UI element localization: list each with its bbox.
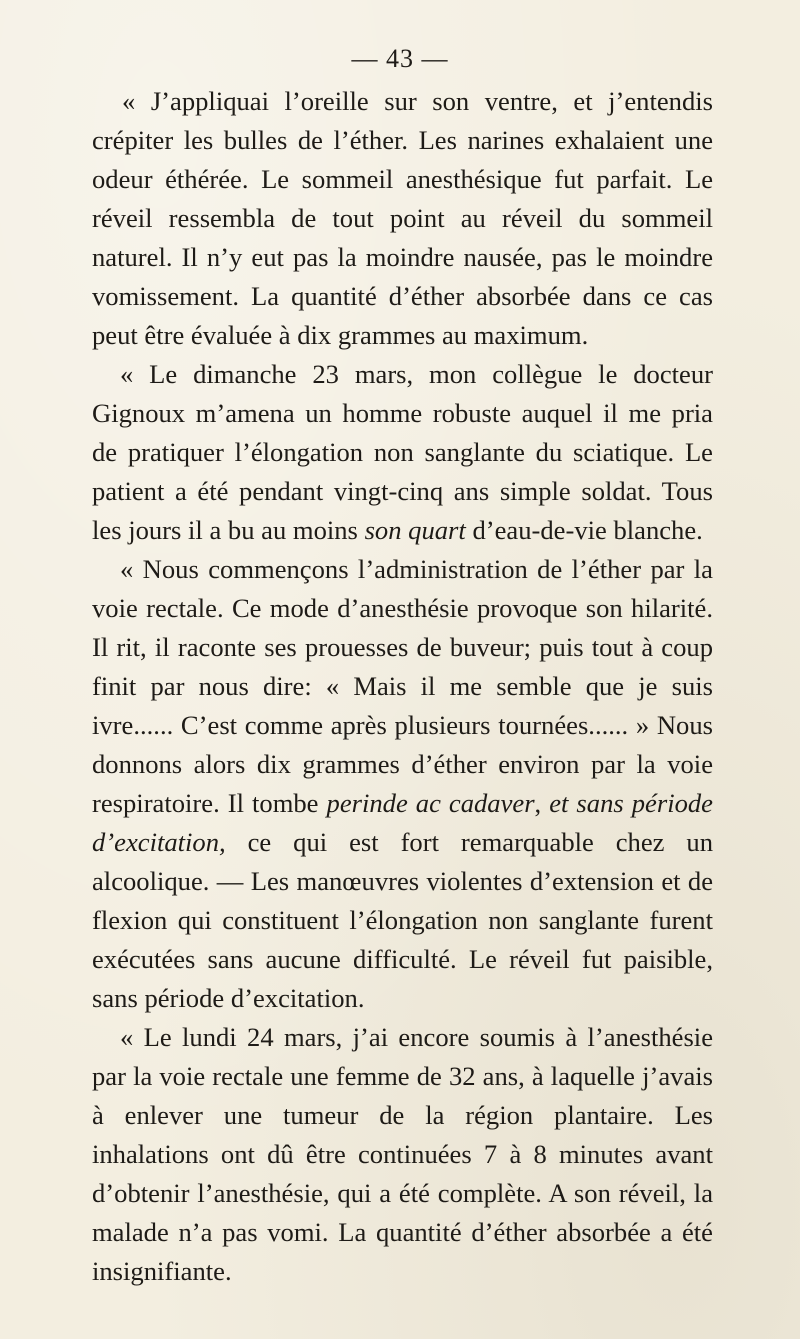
paragraph-3-text-end: ce qui est fort remarquable chez un alcoolique. — Les manœuvres violentes d’extension et de flexion qui constituent l’élongation non sanglante furent exécutées sans aucune difficulté. Le réveil fut paisible, sans période d’excitation.: [92, 827, 713, 1013]
page-number: — 43 —: [351, 44, 449, 73]
paragraph-3-italic-excitation: et sans période d’excitation,: [92, 788, 713, 857]
paragraph-2-text-end: d’eau-de-vie blanche.: [465, 515, 703, 545]
paragraph-3-italic-latin: perinde ac cadaver: [326, 788, 535, 818]
paragraph-3: [92, 550, 713, 1018]
paragraph-3-text: « Nous commençons l’administration de l’éther par la voie rectale. Ce mode d’anesthésie provoque son hilarité. Il rit, il raconte ses prouesses de buveur; puis tout à coup finit par nous dire: « Mais il me semble que je suis ivre...... C’est comme après plusieurs tournées...... » Nous donnons alors dix grammes d’éther environ par la voie respiratoire. Il tombe: [92, 554, 713, 818]
paragraph-2: [92, 355, 713, 550]
paragraph-2-text: « Le dimanche 23 mars, mon collègue le docteur Gignoux m’amena un homme robuste auquel il me pria de pratiquer l’élongation non sanglante du sciatique. Le patient a été pendant vingt-cinq ans simple soldat. Tous les jours il a bu au moins: [92, 359, 713, 545]
paragraph-4: [92, 1018, 713, 1291]
paragraph-3-comma: ,: [534, 788, 550, 818]
paragraph-1-text: « J’appliquai l’oreille sur son ventre, et j’entendis crépiter les bulles de l’éther. Les narines exhalaient une odeur éthérée. Le sommeil anesthésique fut parfait. Le réveil ressembla de tout point au réveil du sommeil naturel. Il n’y eut pas la moindre nausée, pas le moindre vomissement. La quantité d’éther absorbée dans ce cas peut être évaluée à dix grammes au maximum.: [92, 86, 713, 350]
body-text: [92, 82, 713, 1291]
paragraph-2-italic-quart: son quart: [364, 515, 466, 545]
paragraph-1: [92, 82, 713, 355]
paragraph-4-text: « Le lundi 24 mars, j’ai encore soumis à l’anesthésie par la voie rectale une femme de 32 ans, à laquelle j’avais à enlever une tumeur de la région plantaire. Les inhalations ont dû être continuées 7 à 8 minutes avant d’obtenir l’anesthésie, qui a été complète. A son réveil, la malade n’a pas vomi. La quantité d’éther absorbée a été insignifiante.: [92, 1022, 713, 1286]
